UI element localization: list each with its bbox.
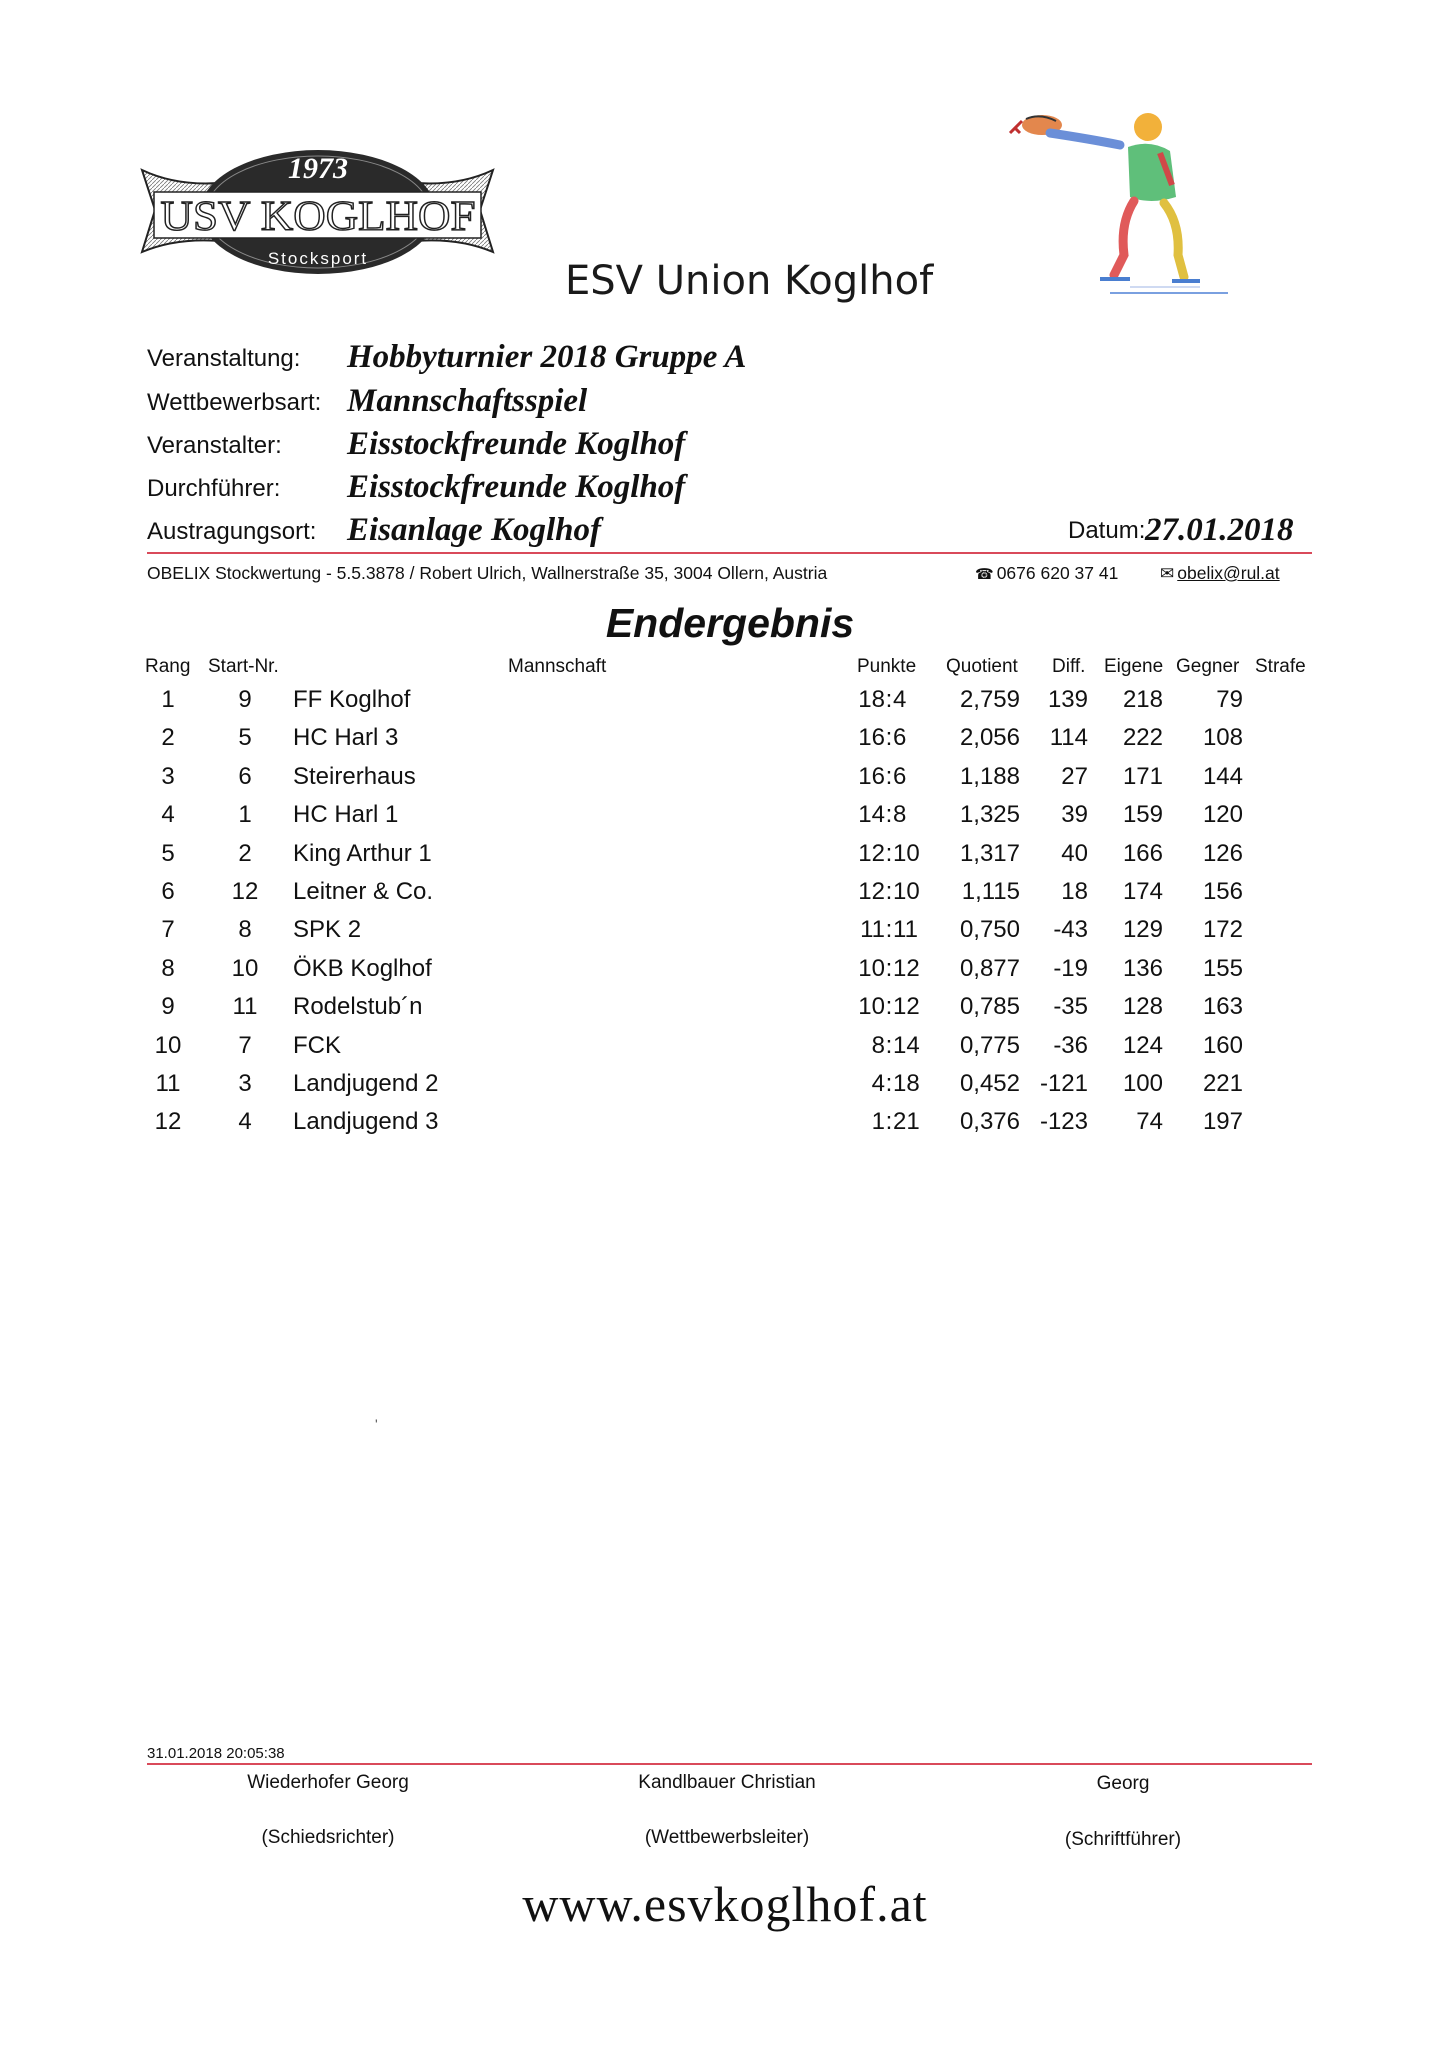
info-value-wettbewerbsart: Mannschaftsspiel — [347, 383, 588, 419]
phone-number: 0676 620 37 41 — [996, 563, 1119, 583]
cell-mannschaft: SPK 2 — [293, 916, 362, 943]
punkte-plus: 4 — [871, 1070, 885, 1097]
cell-start-nr: 12 — [231, 878, 259, 905]
info-value-veranstalter: Eisstockfreunde Koglhof — [347, 426, 686, 462]
cell-gegner: 156 — [1202, 878, 1243, 905]
col-header-eigene: Eigene — [1104, 656, 1164, 677]
punkte-plus: 11 — [860, 916, 885, 943]
cell-punkte: 12:10 — [840, 840, 940, 868]
punkte-minus: 14 — [893, 1032, 920, 1059]
punkte-plus: 12 — [858, 878, 885, 905]
cell-start-nr: 3 — [238, 1070, 252, 1097]
cell-rang: 8 — [161, 955, 175, 982]
cell-quotient: 0,750 — [959, 916, 1020, 943]
cell-eigene: 74 — [1136, 1108, 1163, 1135]
cell-quotient: 0,785 — [959, 993, 1020, 1020]
scan-dot: ' — [375, 1416, 378, 1432]
info-label-austragungsort: Austragungsort: — [147, 518, 317, 545]
cell-eigene: 222 — [1122, 724, 1163, 751]
col-header-strafe: Strafe — [1255, 656, 1306, 677]
divider-top — [147, 552, 1312, 554]
cell-mannschaft: FF Koglhof — [293, 686, 411, 713]
cell-punkte: 1:21 — [840, 1108, 940, 1136]
cell-rang: 11 — [155, 1070, 181, 1097]
cell-quotient: 0,775 — [959, 1032, 1020, 1059]
cell-start-nr: 8 — [238, 916, 252, 943]
cell-diff: 27 — [1061, 763, 1088, 790]
cell-gegner: 197 — [1202, 1108, 1243, 1135]
cell-punkte: 18:4 — [840, 686, 940, 714]
datum-label: Datum: — [1068, 517, 1146, 544]
cell-quotient: 1,325 — [959, 801, 1020, 828]
cell-gegner: 163 — [1202, 993, 1243, 1020]
signature-role-schriftfuehrer: (Schriftführer) — [1064, 1829, 1182, 1850]
cell-gegner: 155 — [1202, 955, 1243, 982]
cell-start-nr: 11 — [232, 993, 258, 1020]
cell-eigene: 218 — [1122, 686, 1163, 713]
punkte-minus: 4 — [893, 686, 907, 713]
cell-start-nr: 7 — [238, 1032, 252, 1059]
cell-rang: 2 — [161, 724, 175, 751]
info-label-wettbewerbsart: Wettbewerbsart: — [147, 389, 322, 416]
info-value-durchfuehrer: Eisstockfreunde Koglhof — [347, 469, 686, 505]
cell-punkte: 10:12 — [840, 993, 940, 1021]
cell-diff: 18 — [1061, 878, 1088, 905]
cell-diff: -123 — [1039, 1108, 1088, 1135]
col-header-start: Start-Nr. — [208, 656, 279, 677]
logo-name: USV KOGLHOF — [160, 194, 476, 240]
cell-quotient: 2,759 — [959, 686, 1020, 713]
cell-rang: 10 — [154, 1032, 182, 1059]
cell-rang: 5 — [161, 840, 175, 867]
cell-quotient: 1,317 — [959, 840, 1020, 867]
punkte-minus: 12 — [893, 955, 920, 982]
col-header-gegner: Gegner — [1176, 656, 1240, 677]
cell-eigene: 166 — [1122, 840, 1163, 867]
cell-eigene: 128 — [1122, 993, 1163, 1020]
cell-mannschaft: Landjugend 2 — [293, 1070, 439, 1097]
signature-name-schriftfuehrer: Georg — [1096, 1773, 1150, 1794]
signature-name-wettbewerbsleiter: Kandlbauer Christian — [638, 1772, 816, 1793]
cell-punkte: 4:18 — [840, 1070, 940, 1098]
punkte-plus: 10 — [858, 993, 885, 1020]
info-label-veranstalter: Veranstalter: — [147, 432, 282, 459]
cell-diff: 114 — [1049, 724, 1088, 751]
col-header-mannschaft: Mannschaft — [508, 656, 607, 677]
cell-mannschaft: ÖKB Koglhof — [293, 955, 432, 982]
cell-start-nr: 9 — [238, 686, 252, 713]
cell-gegner: 221 — [1202, 1070, 1243, 1097]
info-label-durchfuehrer: Durchführer: — [147, 475, 281, 502]
cell-rang: 4 — [161, 801, 175, 828]
logo-year: 1973 — [288, 152, 348, 185]
cell-diff: -121 — [1039, 1070, 1088, 1097]
punkte-minus: 11 — [893, 916, 918, 943]
phone-icon: ☎ — [975, 566, 994, 583]
cell-gegner: 172 — [1202, 916, 1243, 943]
cell-punkte: 11:11 — [840, 916, 940, 944]
datum-value: 27.01.2018 — [1145, 512, 1294, 548]
cell-gegner: 120 — [1202, 801, 1243, 828]
cell-mannschaft: Rodelstub´n — [293, 993, 423, 1020]
punkte-plus: 18 — [858, 686, 885, 713]
cell-diff: 40 — [1061, 840, 1088, 867]
cell-diff: -36 — [1053, 1032, 1088, 1059]
punkte-minus: 8 — [893, 801, 907, 828]
cell-rang: 7 — [161, 916, 175, 943]
cell-gegner: 160 — [1202, 1032, 1243, 1059]
cell-quotient: 1,188 — [959, 763, 1020, 790]
phone-contact — [975, 563, 1118, 584]
cell-eigene: 159 — [1122, 801, 1163, 828]
cell-start-nr: 10 — [231, 955, 259, 982]
cell-quotient: 1,115 — [961, 878, 1020, 905]
col-header-punkte: Punkte — [857, 656, 917, 677]
cell-quotient: 2,056 — [959, 724, 1020, 751]
punkte-plus: 16 — [858, 724, 885, 751]
cell-punkte: 12:10 — [840, 878, 940, 906]
punkte-minus: 6 — [893, 763, 907, 790]
cell-rang: 6 — [161, 878, 175, 905]
punkte-minus: 6 — [893, 724, 907, 751]
cell-rang: 1 — [161, 686, 175, 713]
signature-name-schiedsrichter: Wiederhofer Georg — [247, 1772, 409, 1793]
info-label-veranstaltung: Veranstaltung: — [147, 345, 301, 372]
punkte-plus: 1 — [871, 1108, 885, 1135]
cell-start-nr: 1 — [238, 801, 252, 828]
divider-bottom — [147, 1763, 1312, 1765]
signature-role-schiedsrichter: (Schiedsrichter) — [261, 1827, 395, 1848]
logo-sub: Stocksport — [267, 249, 369, 268]
cell-mannschaft: Leitner & Co. — [293, 878, 434, 905]
cell-punkte: 8:14 — [840, 1032, 940, 1060]
cell-mannschaft: King Arthur 1 — [293, 840, 432, 867]
cell-gegner: 108 — [1202, 724, 1243, 751]
col-header-diff: Diff. — [1052, 656, 1086, 677]
info-value-austragungsort: Eisanlage Koglhof — [347, 512, 601, 548]
punkte-plus: 10 — [858, 955, 885, 982]
mail-icon: ✉ — [1160, 564, 1175, 583]
cell-start-nr: 2 — [238, 840, 252, 867]
cell-rang: 9 — [161, 993, 175, 1020]
cell-punkte: 10:12 — [840, 955, 940, 983]
website-url[interactable]: www.esvkoglhof.at — [522, 1876, 928, 1932]
cell-diff: -35 — [1053, 993, 1088, 1020]
cell-rang: 3 — [161, 763, 175, 790]
cell-mannschaft: Steirerhaus — [293, 763, 416, 790]
results-heading: Endergebnis — [605, 600, 855, 646]
cell-eigene: 124 — [1122, 1032, 1163, 1059]
cell-rang: 12 — [154, 1108, 182, 1135]
club-logo — [140, 140, 495, 280]
print-timestamp: 31.01.2018 20:05:38 — [147, 1745, 285, 1762]
cell-mannschaft: HC Harl 3 — [293, 724, 399, 751]
cell-start-nr: 4 — [238, 1108, 252, 1135]
punkte-minus: 10 — [893, 878, 920, 905]
obelix-line: OBELIX Stockwertung - 5.5.3878 / Robert Ulrich, Wallnerstraße 35, 3004 Ollern, Austria — [147, 563, 828, 583]
email-contact[interactable] — [1160, 563, 1280, 584]
cell-quotient: 0,452 — [959, 1070, 1020, 1097]
cell-quotient: 0,376 — [959, 1108, 1020, 1135]
cell-quotient: 0,877 — [959, 955, 1020, 982]
cell-diff: 139 — [1047, 686, 1088, 713]
cell-eigene: 136 — [1122, 955, 1163, 982]
cell-diff: -19 — [1053, 955, 1088, 982]
curler-illustration — [1000, 105, 1230, 305]
punkte-plus: 16 — [858, 763, 885, 790]
col-header-quotient: Quotient — [946, 656, 1018, 677]
punkte-minus: 12 — [893, 993, 920, 1020]
punkte-minus: 18 — [893, 1070, 920, 1097]
cell-mannschaft: HC Harl 1 — [293, 801, 399, 828]
cell-eigene: 171 — [1122, 763, 1163, 790]
cell-mannschaft: Landjugend 3 — [293, 1108, 439, 1135]
cell-punkte: 14:8 — [840, 801, 940, 829]
cell-punkte: 16:6 — [840, 724, 940, 752]
cell-gegner: 79 — [1216, 686, 1243, 713]
signature-role-wettbewerbsleiter: (Wettbewerbsleiter) — [644, 1827, 810, 1848]
club-title: ESV Union Koglhof — [565, 258, 934, 304]
punkte-plus: 14 — [858, 801, 885, 828]
cell-start-nr: 6 — [238, 763, 252, 790]
cell-punkte: 16:6 — [840, 763, 940, 791]
cell-gegner: 144 — [1202, 763, 1243, 790]
punkte-minus: 21 — [893, 1108, 920, 1135]
cell-eigene: 129 — [1122, 916, 1163, 943]
cell-gegner: 126 — [1202, 840, 1243, 867]
email-link[interactable]: obelix@rul.at — [1177, 563, 1280, 583]
cell-diff: -43 — [1053, 916, 1088, 943]
info-value-veranstaltung: Hobbyturnier 2018 Gruppe A — [347, 339, 747, 375]
punkte-minus: 10 — [893, 840, 920, 867]
punkte-plus: 12 — [858, 840, 885, 867]
cell-mannschaft: FCK — [293, 1032, 341, 1059]
cell-eigene: 100 — [1122, 1070, 1163, 1097]
cell-start-nr: 5 — [238, 724, 252, 751]
punkte-plus: 8 — [871, 1032, 885, 1059]
cell-diff: 39 — [1061, 801, 1088, 828]
cell-eigene: 174 — [1122, 878, 1163, 905]
col-header-rang: Rang — [145, 656, 191, 677]
